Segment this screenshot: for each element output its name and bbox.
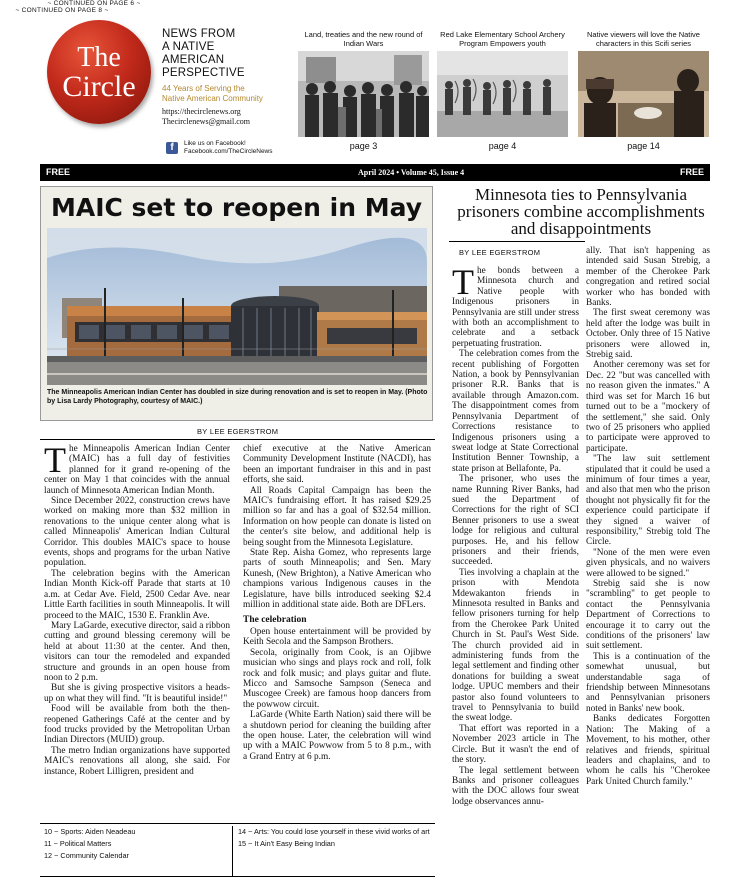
- promo-scifi[interactable]: [578, 26, 709, 151]
- lead-column-1: [44, 440, 230, 777]
- tagline: NEWS FROM A NATIVE AMERICAN PERSPECTIVE: [162, 28, 245, 79]
- lead-paragraph: The Minneapolis American Indian Center (MAIC) has a full day of festivities planned for it grand re-opening of the center on May 1 that coincides with the annual launch of Minnesota American Indian Month.: [44, 440, 230, 496]
- subtagline: 44 Years of Serving the Native American Community: [162, 84, 263, 103]
- promo-caption: Red Lake Elementary School Archery Program Empowers youth: [440, 30, 565, 48]
- promo-photo-archery: [437, 51, 568, 137]
- index-item[interactable]: 10 ~ Sports: Aiden Neadeau: [44, 827, 136, 836]
- side-column-1: [452, 262, 579, 807]
- lead-column-2: [243, 444, 431, 762]
- lead-headline[interactable]: MAIC set to reopen in May: [50, 193, 423, 222]
- contact-info: [162, 107, 250, 127]
- lead-byline: BY LEE EGERSTROM: [197, 427, 279, 436]
- lead-paragraph: chief executive at the Native American Community Development Institute (NACDI), has been an important fundraiser in this and in past efforts, she said.: [243, 444, 431, 486]
- lead-paragraph: Food will be available from both the then-reopened Gatherings Café at the center and by food trucks provided by the Metropolitan Urban Indian Directors (MUID) group.: [44, 704, 230, 746]
- issue-date: April 2024 • Volume 45, Issue 4: [358, 168, 465, 177]
- free-label-left: FREE: [46, 167, 71, 177]
- page-index: [40, 823, 435, 877]
- side-paragraph: The bonds between a Minnesota church and Native people with Indigenous prisoners in Pennsylvania are still under stress with both an accomplishment to celebrate and a setback perpetuating frustration.: [452, 262, 579, 349]
- promo-photo-scifi: [578, 51, 709, 137]
- promo-caption: Native viewers will love the Native characters in this Scifi series: [587, 30, 700, 48]
- side-paragraph: This is a continuation of the somewhat unusual, but understandable saga of friendship between Minnesotans and Pennsylvanian prisoners noted in Banks' new book.: [586, 651, 710, 714]
- lead-paragraph: Open house entertainment will be provided by Keith Secola and the Sampson Brothers.: [243, 626, 431, 648]
- side-paragraph: "The law suit settlement stipulated that it could be used a minimum of four times a year, and also that men who the prison thought not physically fit for the experience could participate if they signed a waiver of responsibility," Strebig told The Circle.: [586, 454, 710, 548]
- side-paragraph: Banks dedicates Forgotten Nation: The Making of a Movement, to his mother, other relatives and friends, spiritual leaders and chaplains, and to whom he calls his "Cherokee Park United Church family.": [586, 714, 710, 787]
- side-paragraph: Ties involving a chaplain at the prison with Mendota Mdewakanton friends in Minnesota resulted in Banks and fellow prisoners turning for help from the Cherokee Park United Church in St. Paul's West Side. The church provided aid in administering funds from the legal settlement and finding other donations for building a sweat lodge. UPUC members and their pastor also found volunteers to travel to Pennsylvania to build the sweat lodge.: [452, 567, 579, 724]
- side-paragraph: ally. That isn't happening as intended said Susan Strebig, a member of the Cherokee Park congregation and retired social worker who has bonded with Banks.: [586, 246, 710, 309]
- side-paragraph: Another ceremony was set for Dec. 22 "but was cancelled with no reason given the inmates." A third was set for March 16 but turned out to be a "mockery of the settlement," she said. Only two of 25 prisoners who applied to participate were approved to participate.: [586, 360, 710, 454]
- side-paragraph: The legal settlement between Banks and prisoner colleagues with the DOC allows four sweat lodge observances annu-: [452, 765, 579, 807]
- lead-photo-caption: The Minneapolis American Indian Center has doubled in size during renovation and is set to reopen in May. (Photo by Lisa Lardy Photography, courtesy of MAIC.): [47, 389, 428, 405]
- promo-photo-group: [298, 51, 429, 137]
- index-item[interactable]: 11 ~ Political Matters: [44, 839, 112, 848]
- lead-paragraph: The metro Indian organizations have supported MAIC's renovations all along, she said. For instance, Robert Lilligren, president and: [44, 745, 230, 777]
- side-headline[interactable]: Minnesota ties to Pennsylvania prisoners combine accomplishments and disappointments: [457, 185, 705, 238]
- promo-caption: Land, treaties and the new round of Indian Wars: [304, 30, 423, 48]
- the-circle-logo[interactable]: [47, 20, 151, 124]
- website-link[interactable]: https://thecirclenews.org: [162, 107, 241, 116]
- side-paragraph: The celebration comes from the recent publishing of Forgotten Nation, a book by Pennsylvanian prisoner R.R. Banks that is available through Amazon.com. The disappointment comes from Pennsylvania Department of Corrections resistance to Indigenous prisoners using a sweat lodge at State Correctional Institution Benner Township, a state prison at Bellafonte, Pa.: [452, 349, 579, 474]
- side-paragraph: "None of the men were even given physicals, and no waivers were allowed to be signed.": [586, 547, 710, 579]
- lead-paragraph: Since December 2022, construction crews have worked on making more than $32 million in renovations to the unique center along what is called Minneapolis' American Indian Cultural Corridor. This doubles MAIC's space to house events, shops and programs for the urban Native population.: [44, 496, 230, 569]
- index-item[interactable]: 15 ~ It Ain't Easy Being Indian: [238, 839, 335, 848]
- index-divider: [232, 826, 233, 876]
- index-item[interactable]: 12 ~ Community Calendar: [44, 851, 129, 860]
- lead-paragraph: But she is giving prospective visitors a heads-up on what they will find. "It is beautiful inside!": [44, 683, 230, 704]
- maic-building-photo: [47, 228, 427, 385]
- logo-line-circle: Circle: [62, 70, 136, 103]
- side-paragraph: The prisoner, who uses the name Running River Banks, had sued the Department of Corrections for the right of SCI Benner prisoners to use a sweat lodge for religious and cultural purposes. He, and his fellow prisoners and their friends, succeeded.: [452, 474, 579, 568]
- side-byline-rule: [449, 241, 585, 242]
- free-label-right: FREE: [679, 167, 704, 177]
- logo-line-the: The: [77, 42, 121, 73]
- promo-indian-wars[interactable]: [298, 26, 429, 151]
- lead-byline-rule: [40, 439, 435, 440]
- facebook-icon: f: [166, 142, 178, 154]
- side-paragraph: Strebig said she is now "scrambling" to get people to contact the Pennsylvania Department of Corrections to encourage it to carry out the conditions of the prisoners' law suit settlement.: [586, 579, 710, 652]
- lead-continued[interactable]: ~ CONTINUED ON PAGE 6 ~: [47, 0, 141, 7]
- lead-paragraph: All Roads Capital Campaign has been the MAIC's fundraising effort. It has raised $29.25 million so far and has a goal of $32.54 million. Information on how people can donate is listed on the center's site below, and additional help is being sought from the Minnesota Legislature.: [243, 485, 431, 548]
- lead-story-box: [40, 186, 433, 421]
- facebook-promo[interactable]: f Like us on Facebook! Facebook.com/TheCircleNews: [166, 140, 273, 156]
- promo-page: page 3: [349, 141, 378, 151]
- index-item[interactable]: 14 ~ Arts: You could lose yourself in these vivid works of art: [238, 827, 430, 836]
- lead-paragraph: Secola, originally from Cook, is an Ojibwe musician who sings and plays rock and roll, folk rock and folk music; and plays guitar and flute. Micco and Samsoche Sampson (Seneca and Muscogee Creek) are famous hoop dancers from the powwow circuit.: [243, 647, 431, 710]
- promo-page: page 14: [627, 141, 660, 151]
- lead-paragraph: The celebration begins with the American Indian Month Kick-off Parade that starts at 10 a.m. at Cedar Ave. Field, 2500 Cedar Ave. near Little Earth facilities in south Minneapolis. It will proceed to the MAIC, 1530 E. Franklin Ave.: [44, 568, 230, 621]
- side-byline: BY LEE EGERSTROM: [459, 248, 541, 257]
- promo-archery[interactable]: [437, 26, 568, 151]
- side-paragraph: That effort was reported in a November 2023 article in The Circle. But it wasn't the end of the story.: [452, 723, 579, 766]
- side-continued[interactable]: ~ CONTINUED ON PAGE 8 ~: [15, 7, 109, 14]
- email-link[interactable]: Thecirclenews@gmail.com: [162, 117, 250, 126]
- lead-paragraph: State Rep. Aisha Gomez, who represents large parts of south Minneapolis; and Sen. Mary Kunesh, (New Brighton), a Native American who champions various Indigenous causes in the Legislature, have bills introduced seeking $2.4 million in additional state aide. Both are DFLers.: [243, 548, 431, 611]
- side-column-2: [586, 246, 710, 787]
- side-paragraph: The first sweat ceremony was held after the lodge was built in October. Only three of 15 Native prisoners were allowed in, Strebig said.: [586, 308, 710, 361]
- lead-subhead: The celebration: [243, 614, 307, 625]
- lead-paragraph: Mary LaGarde, executive director, said a ribbon cutting and ground blessing ceremony will be held at about 11:30 at the center. And then, visitors can tour the remodeled and expanded structure and grounds in an open house from noon to 2 p.m.: [44, 620, 230, 683]
- promo-page: page 4: [488, 141, 517, 151]
- lead-paragraph: LaGarde (White Earth Nation) said there will be a shutdown period for cleaning the building after the open house. Later, the celebration will wind up with a MAIC Powwow from 5 to 8 p.m., with a Grand Entry at 6 p.m.: [243, 710, 431, 762]
- issue-banner: [40, 164, 710, 181]
